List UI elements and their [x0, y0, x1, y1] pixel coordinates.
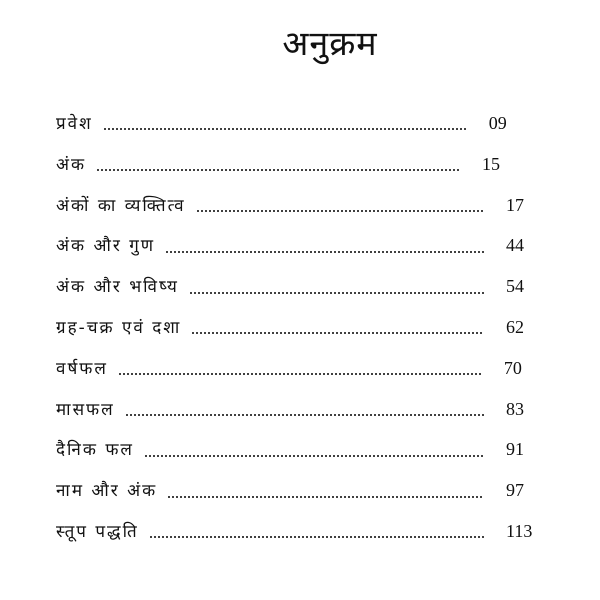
toc-entry-page: 70	[503, 357, 522, 378]
dot-leader	[196, 210, 484, 212]
toc-entry-label: अंक और भविष्य	[56, 277, 179, 298]
toc-entry-page: 91	[506, 439, 524, 460]
toc-entry-label: दैनिक फल	[56, 440, 134, 461]
toc-entry-page: 09	[488, 113, 507, 133]
dot-leader	[103, 128, 467, 130]
toc-entry[interactable]	[56, 266, 546, 307]
toc-entry-page: 113	[506, 520, 533, 541]
toc-entry[interactable]	[56, 307, 546, 348]
toc-entry[interactable]	[56, 348, 546, 389]
toc-entry-label: स्तूप पद्धति	[56, 521, 139, 542]
toc-entry[interactable]	[56, 429, 546, 470]
dot-leader	[191, 332, 484, 334]
toc-entry-label: अंक	[56, 154, 87, 175]
dot-leader	[125, 414, 484, 416]
toc-entry-page: 62	[506, 316, 524, 337]
toc-entry-label: मासफल	[56, 399, 115, 420]
toc-entry-page: 83	[506, 398, 524, 419]
toc-entry[interactable]	[56, 144, 546, 185]
toc-entry[interactable]	[56, 225, 546, 266]
dot-leader	[165, 251, 484, 253]
toc-list	[56, 103, 546, 552]
dot-leader	[149, 536, 484, 538]
toc-entry[interactable]	[56, 185, 546, 226]
toc-entry-page: 54	[506, 276, 524, 297]
toc-entry-label: नाम और अंक	[56, 481, 158, 502]
toc-entry-label: वर्षफल	[56, 358, 108, 379]
dot-leader	[167, 496, 484, 498]
dot-leader	[96, 169, 460, 171]
dot-leader	[144, 455, 484, 457]
toc-entry-page: 97	[506, 480, 524, 501]
toc-entry-page: 44	[506, 235, 524, 256]
toc-entry-label: प्रवेश	[56, 114, 93, 134]
toc-entry[interactable]	[56, 103, 546, 144]
toc-entry-page: 15	[482, 153, 501, 174]
toc-entry-label: अंकों का व्यक्तित्व	[56, 195, 186, 216]
toc-entry-page: 17	[506, 194, 524, 215]
dot-leader	[189, 292, 484, 294]
dot-leader	[118, 373, 482, 375]
toc-entry-label: ग्रह-चक्र एवं दशा	[56, 317, 182, 338]
page-title: अनुक्रम	[282, 24, 378, 64]
toc-entry[interactable]	[56, 389, 546, 430]
toc-entry[interactable]	[56, 511, 546, 552]
toc-entry-label: अंक और गुण	[56, 236, 156, 257]
toc-entry[interactable]	[56, 470, 546, 511]
